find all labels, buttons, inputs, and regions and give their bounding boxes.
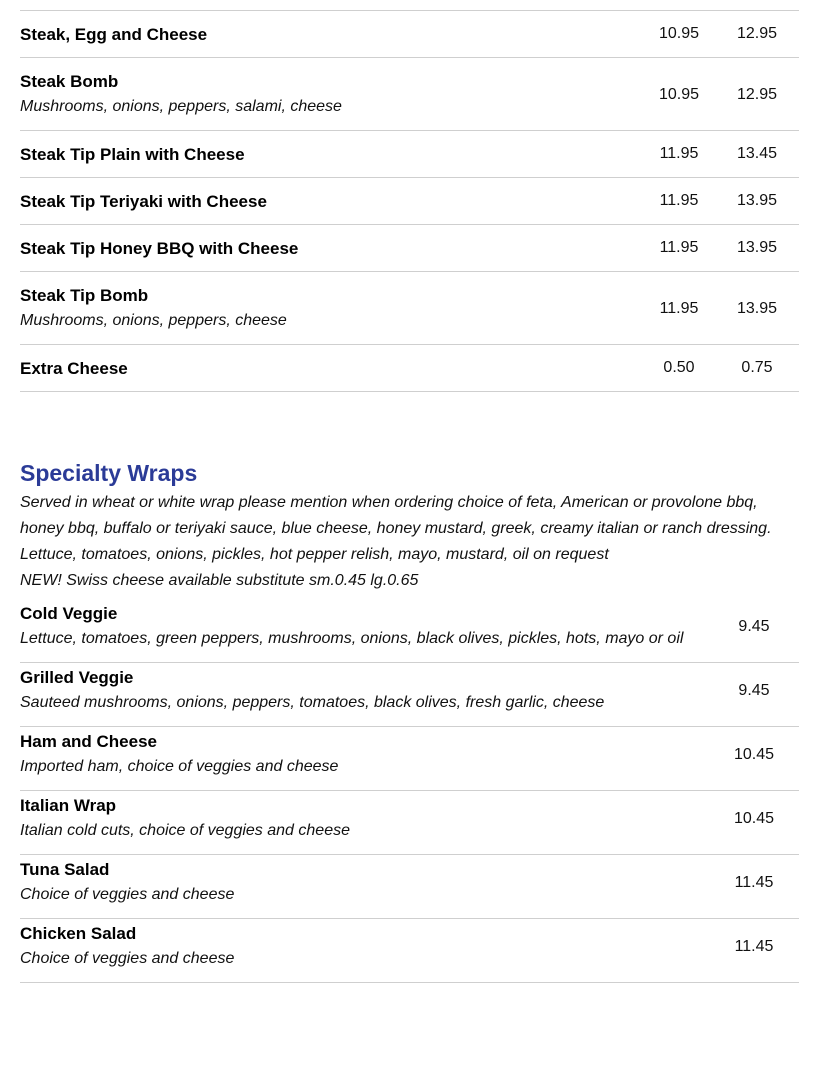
item-name: Tuna Salad — [20, 860, 110, 879]
item-name: Chicken Salad — [20, 924, 137, 943]
item-description: Lettuce, tomatoes, green peppers, mushrooms, onions, black olives, pickles, hots, mayo or oil — [20, 630, 684, 647]
menu-item-grilled-veggie — [20, 663, 799, 727]
menu-item-steak-tip-teriyaki — [20, 178, 799, 225]
menu-item-cold-veggie — [20, 602, 799, 663]
section-title: Specialty Wraps — [20, 460, 198, 486]
item-description: Mushrooms, onions, peppers, salami, cheese — [20, 98, 342, 115]
price-small: 11.95 — [659, 300, 699, 317]
item-name: Steak Tip Honey BBQ with Cheese — [20, 238, 299, 258]
item-name: Cold Veggie — [20, 604, 118, 623]
item-description: Imported ham, choice of veggies and cheese — [20, 758, 339, 775]
price-large: 0.75 — [741, 359, 773, 376]
item-description: Sauteed mushrooms, onions, peppers, tomatoes, black olives, fresh garlic, cheese — [20, 694, 605, 711]
price-large: 13.45 — [736, 145, 778, 162]
item-name: Ham and Cheese — [20, 732, 157, 751]
item-name: Grilled Veggie — [20, 668, 134, 687]
price-large: 13.95 — [736, 192, 778, 209]
price: 10.45 — [733, 810, 775, 827]
price: 9.45 — [738, 618, 770, 635]
price: 11.45 — [734, 938, 774, 955]
menu-item-steak-tip-bomb — [20, 272, 799, 345]
steak-subs-section — [20, 0, 799, 392]
item-name: Steak Tip Bomb — [20, 286, 149, 305]
item-description: Mushrooms, onions, peppers, cheese — [20, 312, 287, 329]
item-description: Choice of veggies and cheese — [20, 950, 235, 967]
menu-item-italian-wrap — [20, 791, 799, 855]
price-small: 10.95 — [658, 25, 700, 42]
price: 11.45 — [734, 874, 774, 891]
specialty-wraps-section — [20, 456, 799, 983]
item-name: Italian Wrap — [20, 796, 117, 815]
price-large: 12.95 — [736, 86, 778, 103]
section-note: NEW! Swiss cheese available substitute sm.0.45 lg.0.65 — [20, 572, 419, 589]
price: 9.45 — [738, 682, 770, 699]
price-small: 11.95 — [659, 192, 699, 209]
item-name: Steak Tip Teriyaki with Cheese — [20, 191, 267, 211]
menu-item-extra-cheese — [20, 345, 799, 392]
menu-item-steak-bomb — [20, 58, 799, 131]
price-small: 11.95 — [659, 145, 699, 162]
price: 10.45 — [733, 746, 775, 763]
item-description: Choice of veggies and cheese — [20, 886, 235, 903]
price-large: 13.95 — [736, 300, 778, 317]
menu-item-tuna-salad — [20, 855, 799, 919]
section-description: Served in wheat or white wrap please mention when ordering choice of feta, American or provolone bbq, honey bbq, buffalo or teriyaki sauce, blue cheese, honey mustard, greek, creamy italian or ranch dressing. Lettuce, tomatoes, onions, pickles, hot pepper relish, mayo, mustard, oil on request — [20, 494, 772, 563]
price-large: 12.95 — [736, 25, 778, 42]
wraps-list — [20, 602, 799, 983]
price-large: 13.95 — [736, 239, 778, 256]
item-name: Steak Bomb — [20, 72, 119, 91]
menu-item-pepper-onion-steak — [20, 0, 799, 11]
item-name: Extra Cheese — [20, 358, 128, 378]
menu-item-steak-tip-honey-bbq — [20, 225, 799, 272]
menu-item-steak-egg-cheese — [20, 11, 799, 58]
item-name: Steak, Egg and Cheese — [20, 24, 208, 44]
menu-item-ham-and-cheese — [20, 727, 799, 791]
menu-item-chicken-salad — [20, 919, 799, 983]
price-small: 11.95 — [659, 239, 699, 256]
item-name: Steak Tip Plain with Cheese — [20, 144, 245, 164]
menu-item-steak-tip-plain — [20, 131, 799, 178]
price-small: 0.50 — [663, 359, 695, 376]
item-description: Italian cold cuts, choice of veggies and cheese — [20, 822, 350, 839]
price-small: 10.95 — [658, 86, 700, 103]
